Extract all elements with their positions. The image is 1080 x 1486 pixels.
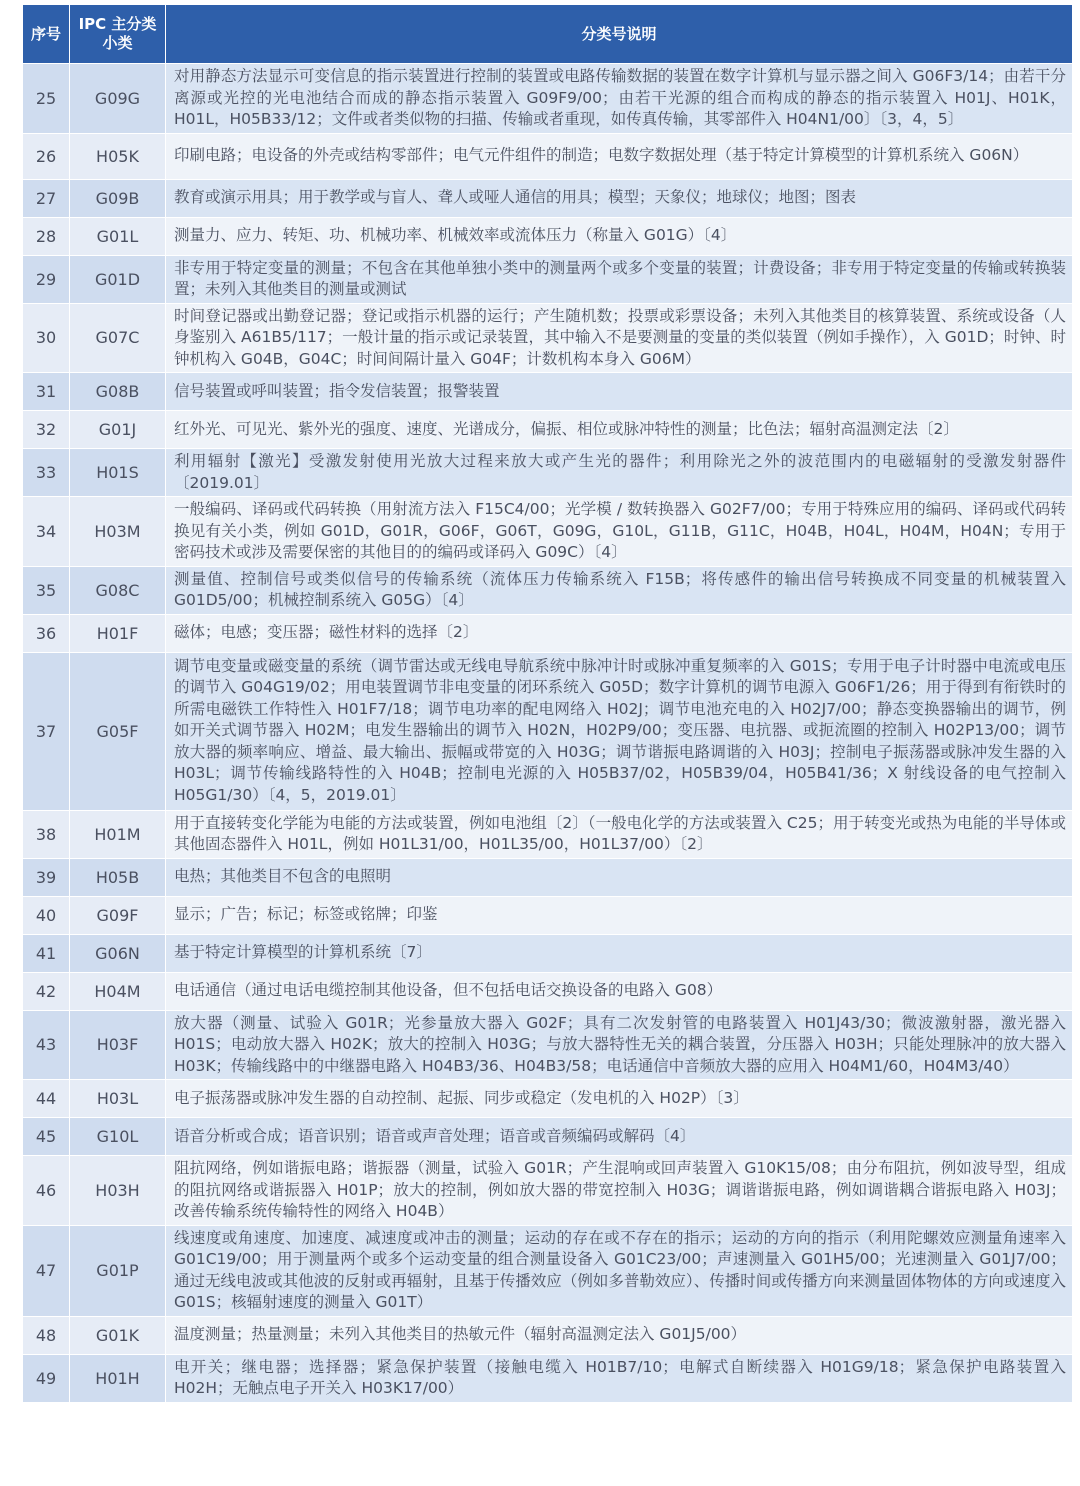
row-ipc-code: G09F bbox=[70, 896, 166, 934]
row-description: 磁体；电感；变压器；磁性材料的选择〔2〕 bbox=[166, 614, 1073, 652]
row-serial-number: 44 bbox=[23, 1080, 70, 1118]
row-serial-number: 40 bbox=[23, 896, 70, 934]
row-description: 印刷电路；电设备的外壳或结构零部件；电气元件组件的制造；电数字数据处理（基于特定计算模型的计算机系统入 G06N） bbox=[166, 133, 1073, 179]
header-ipc-subclass: IPC 主分类小类 bbox=[70, 5, 166, 64]
row-ipc-code: G09B bbox=[70, 179, 166, 217]
ipc-table-page bbox=[22, 4, 1072, 1403]
row-ipc-code: G08C bbox=[70, 566, 166, 614]
table-row bbox=[23, 972, 1073, 1010]
row-ipc-code: H01M bbox=[70, 810, 166, 858]
table-row bbox=[23, 1010, 1073, 1080]
row-ipc-code: G09G bbox=[70, 64, 166, 134]
row-ipc-code: G01D bbox=[70, 255, 166, 303]
row-serial-number: 36 bbox=[23, 614, 70, 652]
row-serial-number: 31 bbox=[23, 373, 70, 411]
row-serial-number: 25 bbox=[23, 64, 70, 134]
row-ipc-code: H03F bbox=[70, 1010, 166, 1080]
row-description: 电开关；继电器；选择器；紧急保护装置（接触电缆入 H01B7/10；电解式自断续器入 H01G9/18；紧急保护电路装置入 H02H；无触点电子开关入 H03K17/00） bbox=[166, 1354, 1073, 1402]
row-ipc-code: H03M bbox=[70, 497, 166, 567]
table-row bbox=[23, 1316, 1073, 1354]
table-row bbox=[23, 858, 1073, 896]
row-description: 测量力、应力、转矩、功、机械功率、机械效率或流体压力（称量入 G01G）〔4〕 bbox=[166, 217, 1073, 255]
table-row bbox=[23, 1225, 1073, 1316]
row-description: 红外光、可见光、紫外光的强度、速度、光谱成分，偏振、相位或脉冲特性的测量；比色法；辐射高温测定法〔2〕 bbox=[166, 411, 1073, 449]
table-row bbox=[23, 449, 1073, 497]
table-row bbox=[23, 133, 1073, 179]
row-ipc-code: G06N bbox=[70, 934, 166, 972]
row-serial-number: 48 bbox=[23, 1316, 70, 1354]
row-description: 利用辐射【激光】受激发射使用光放大过程来放大或产生光的器件；利用除光之外的波范围内的电磁辐射的受激发射器件〔2019.01〕 bbox=[166, 449, 1073, 497]
table-row bbox=[23, 652, 1073, 810]
row-serial-number: 26 bbox=[23, 133, 70, 179]
row-ipc-code: G01L bbox=[70, 217, 166, 255]
row-description: 调节电变量或磁变量的系统（调节雷达或无线电导航系统中脉冲计时或脉冲重复频率的入 G01S；专用于电子计时器中电流或电压的调节入 G04G19/02；用电装置调节非电变量的闭环系统入 G05D；数字计算机的调节电源入 G06F1/26；用于得到有衔铁时的所需电磁铁工作特性入 H01F7/18；调节电功率的配电网络入 H02J；调节电池充电的入 H02J7/00；静态变换器输出的调节，例如开关式调节器入 H02M；电发生器输出的调节入 H02N，H02P9/00；变压器、电抗器、或扼流圈的控制入 H02P13/00；调节放大器的频率响应、增益、最大输出、振幅或带宽的入 H03G；调节谐振电路调谐的入 H03J；控制电子振荡器或脉冲发生器的入 H03L；调节传输线路特性的入 H04B；控制电光源的入 H05B37/02，H05B39/04，H05B41/36；X 射线设备的电气控制入 H05G1/30）〔4，5，2019.01〕 bbox=[166, 652, 1073, 810]
row-serial-number: 32 bbox=[23, 411, 70, 449]
row-description: 阻抗网络，例如谐振电路；谐振器（测量，试验入 G01R；产生混响或回声装置入 G10K15/08；由分布阻抗，例如波导型，组成的阻抗网络或谐振器入 H01P；放大的控制，例如放大器的带宽控制入 H03G；调谐谐振电路，例如调谐耦合谐振电路入 H03J；改善传输系统传输特性的网络入 H04B） bbox=[166, 1156, 1073, 1226]
ipc-classification-table bbox=[22, 4, 1073, 1403]
row-description: 基于特定计算模型的计算机系统〔7〕 bbox=[166, 934, 1073, 972]
row-description: 用于直接转变化学能为电能的方法或装置，例如电池组〔2〕（一般电化学的方法或装置入 C25；用于转变光或热为电能的半导体或其他固态器件入 H01L，例如 H01L31/00，H01L35/00，H01L37/00）〔2〕 bbox=[166, 810, 1073, 858]
row-description: 一般编码、译码或代码转换（用射流方法入 F15C4/00；光学模 / 数转换器入 G02F7/00；专用于特殊应用的编码、译码或代码转换见有关小类，例如 G01D，G01R，G06F，G06T，G09G，G10L，G11B，G11C，H04B，H04L，H04M，H04N；专用于密码技术或涉及需要保密的其他目的的编码或译码入 G09C）〔4〕 bbox=[166, 497, 1073, 567]
row-ipc-code: H01F bbox=[70, 614, 166, 652]
row-description: 测量值、控制信号或类似信号的传输系统（流体压力传输系统入 F15B；将传感件的输出信号转换成不同变量的机械装置入 G01D5/00；机械控制系统入 G05G）〔4〕 bbox=[166, 566, 1073, 614]
header-serial-number: 序号 bbox=[23, 5, 70, 64]
row-description: 温度测量；热量测量；未列入其他类目的热敏元件（辐射高温测定法入 G01J5/00） bbox=[166, 1316, 1073, 1354]
row-serial-number: 43 bbox=[23, 1010, 70, 1080]
row-ipc-code: H03L bbox=[70, 1080, 166, 1118]
table-row bbox=[23, 566, 1073, 614]
row-description: 电话通信（通过电话电缆控制其他设备，但不包括电话交换设备的电路入 G08） bbox=[166, 972, 1073, 1010]
row-serial-number: 33 bbox=[23, 449, 70, 497]
row-ipc-code: G01J bbox=[70, 411, 166, 449]
row-serial-number: 34 bbox=[23, 497, 70, 567]
row-ipc-code: G01K bbox=[70, 1316, 166, 1354]
row-ipc-code: H05B bbox=[70, 858, 166, 896]
row-description: 放大器（测量、试验入 G01R；光参量放大器入 G02F；具有二次发射管的电路装置入 H01J43/30；微波激射器，激光器入 H01S；电动放大器入 H02K；放大的控制入 H03G；与放大器特性无关的耦合装置，分压器入 H03H；只能处理脉冲的放大器入 H03K；传输线路中的中继器电路入 H04B3/36、H04B3/58；电话通信中音频放大器的应用入 H04M1/60，H04M3/40） bbox=[166, 1010, 1073, 1080]
row-serial-number: 42 bbox=[23, 972, 70, 1010]
row-serial-number: 27 bbox=[23, 179, 70, 217]
row-ipc-code: G07C bbox=[70, 303, 166, 373]
table-row bbox=[23, 896, 1073, 934]
row-ipc-code: G01P bbox=[70, 1225, 166, 1316]
row-serial-number: 38 bbox=[23, 810, 70, 858]
table-row bbox=[23, 497, 1073, 567]
table-row bbox=[23, 373, 1073, 411]
table-row bbox=[23, 411, 1073, 449]
row-description: 显示；广告；标记；标签或铭牌；印鉴 bbox=[166, 896, 1073, 934]
row-description: 电热；其他类目不包含的电照明 bbox=[166, 858, 1073, 896]
row-description: 信号装置或呼叫装置；指令发信装置；报警装置 bbox=[166, 373, 1073, 411]
table-row bbox=[23, 810, 1073, 858]
table-row bbox=[23, 255, 1073, 303]
row-ipc-code: H01H bbox=[70, 1354, 166, 1402]
row-serial-number: 39 bbox=[23, 858, 70, 896]
table-row bbox=[23, 179, 1073, 217]
row-serial-number: 29 bbox=[23, 255, 70, 303]
row-ipc-code: G05F bbox=[70, 652, 166, 810]
header-classification-description: 分类号说明 bbox=[166, 5, 1073, 64]
row-serial-number: 45 bbox=[23, 1118, 70, 1156]
header-row bbox=[23, 5, 1073, 64]
table-row bbox=[23, 1118, 1073, 1156]
table-row bbox=[23, 303, 1073, 373]
row-serial-number: 30 bbox=[23, 303, 70, 373]
row-description: 时间登记器或出勤登记器；登记或指示机器的运行；产生随机数；投票或彩票设备；未列入其他类目的核算装置、系统或设备（人身鉴别入 A61B5/117；一般计量的指示或记录装置，其中输入不是要测量的变量的类似装置（例如手操作），入 G01D；时钟、时钟机构入 G04B，G04C；时间间隔计量入 G04F；计数机构本身入 G06M） bbox=[166, 303, 1073, 373]
row-ipc-code: H03H bbox=[70, 1156, 166, 1226]
row-description: 非专用于特定变量的测量；不包含在其他单独小类中的测量两个或多个变量的装置；计费设备；非专用于特定变量的传输或转换装置；未列入其他类目的测量或测试 bbox=[166, 255, 1073, 303]
table-row bbox=[23, 64, 1073, 134]
row-ipc-code: H01S bbox=[70, 449, 166, 497]
row-serial-number: 37 bbox=[23, 652, 70, 810]
row-serial-number: 47 bbox=[23, 1225, 70, 1316]
table-row bbox=[23, 1354, 1073, 1402]
row-description: 教育或演示用具；用于教学或与盲人、聋人或哑人通信的用具；模型；天象仪；地球仪；地图；图表 bbox=[166, 179, 1073, 217]
row-description: 电子振荡器或脉冲发生器的自动控制、起振、同步或稳定（发电机的入 H02P）〔3〕 bbox=[166, 1080, 1073, 1118]
table-row bbox=[23, 1156, 1073, 1226]
row-serial-number: 35 bbox=[23, 566, 70, 614]
row-serial-number: 41 bbox=[23, 934, 70, 972]
table-row bbox=[23, 614, 1073, 652]
row-serial-number: 28 bbox=[23, 217, 70, 255]
row-serial-number: 46 bbox=[23, 1156, 70, 1226]
row-serial-number: 49 bbox=[23, 1354, 70, 1402]
row-description: 线速度或角速度、加速度、减速度或冲击的测量；运动的存在或不存在的指示；运动的方向的指示（利用陀螺效应测量角速率入 G01C19/00；用于测量两个或多个运动变量的组合测量设备入 G01C23/00；声速测量入 G01H5/00；光速测量入 G01J7/00；通过无线电波或其他波的反射或再辐射，且基于传播效应（例如多普勒效应）、传播时间或传播方向来测量固体物体的方向或速度入 G01S；核辐射速度的测量入 G01T） bbox=[166, 1225, 1073, 1316]
table-row bbox=[23, 934, 1073, 972]
table-body bbox=[23, 64, 1073, 1403]
row-ipc-code: G08B bbox=[70, 373, 166, 411]
row-description: 对用静态方法显示可变信息的指示装置进行控制的装置或电路传输数据的装置在数字计算机与显示器之间入 G06F3/14；由若干分离源或光控的光电池结合而成的静态指示装置入 G09F9/00；由若干光源的组合而构成的静态的指示装置入 H01J、H01K，H01L，H05B33/12；文件或者类似物的扫描、传输或者重现，如传真传输，其零部件入 H04N1/00〕〔3，4，5〕 bbox=[166, 64, 1073, 134]
row-ipc-code: H04M bbox=[70, 972, 166, 1010]
row-description: 语音分析或合成；语音识别；语音或声音处理；语音或音频编码或解码〔4〕 bbox=[166, 1118, 1073, 1156]
row-ipc-code: H05K bbox=[70, 133, 166, 179]
table-row bbox=[23, 1080, 1073, 1118]
table-row bbox=[23, 217, 1073, 255]
table-header bbox=[23, 5, 1073, 64]
row-ipc-code: G10L bbox=[70, 1118, 166, 1156]
